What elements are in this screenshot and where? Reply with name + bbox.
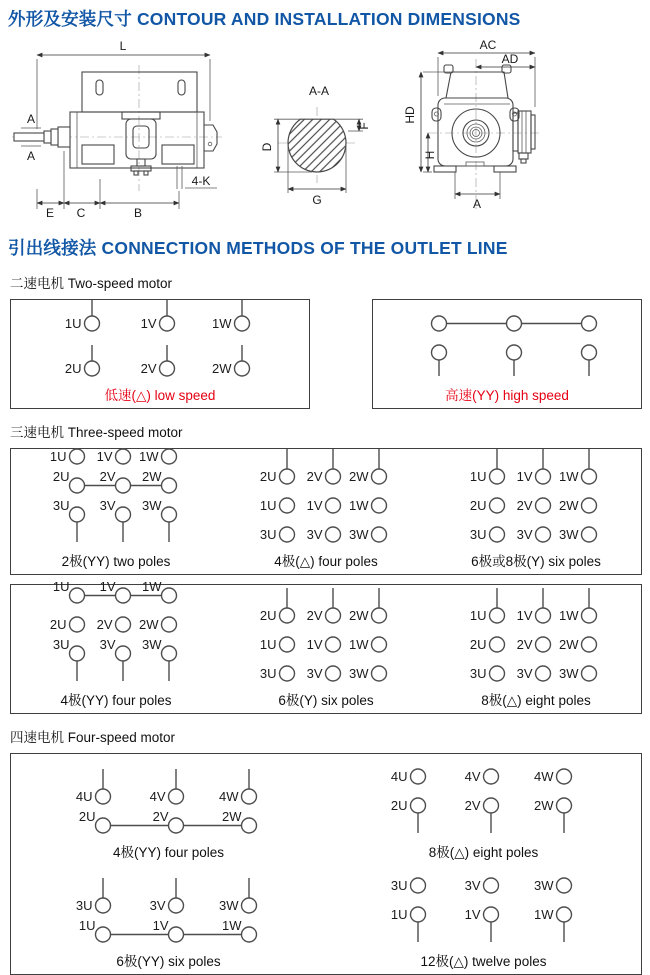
terminal-diagram-svg [49,579,183,686]
diagram-caption: 2极(YY) two poles [61,554,171,569]
diagram-caption: 6极(YY) six poles [116,954,221,969]
terminal-label: 3W [559,527,579,542]
terminal-label: 4U [390,769,408,784]
terminal-diagram [64,297,256,404]
connections-title: 引出线接法 CONNECTION METHODS OF THE OUTLET LINE [8,238,508,258]
dimension-drawings [0,39,650,221]
terminal-label: 3U [53,637,70,652]
terminal-circle [70,507,85,522]
connection-box-two-speed-1 [372,299,642,409]
terminal-circle [326,666,341,681]
terminal-circle [241,898,256,913]
dim-label-G: G [312,193,322,207]
terminal-label: 2V [152,809,169,824]
terminal-circle [95,927,110,942]
terminal-label: 2V [306,608,323,623]
terminal-label: 2W [533,798,554,813]
terminal-label: 1U [260,498,277,513]
terminal-circle [280,498,295,513]
diagram-caption: 12极(△) twelve poles [420,954,547,969]
terminal-label: 2U [390,798,408,813]
terminal-label: 3U [75,898,93,913]
terminal-label: 4W [218,789,239,804]
terminal-circle [116,478,131,493]
terminal-label: 2V [96,617,113,632]
terminal-circle [280,666,295,681]
dim-label-L: L [119,39,127,53]
terminal-circle [536,498,551,513]
terminal-label: 2W [221,809,242,824]
terminal-circle [168,927,183,942]
terminal-label: 3U [260,666,277,681]
terminal-circle [432,316,447,331]
terminal-circle [490,608,505,623]
motor-end-view-drawing [403,38,554,216]
terminal-diagram-svg [64,297,256,381]
terminal-diagram [49,579,183,709]
terminal-label: 2V [464,798,481,813]
terminal-diagram [259,446,393,570]
dim-label-B: B [133,206,143,220]
connection-box-two-speed-0 [10,299,310,409]
motor-type-label-three-speed: 三速电机 Three-speed motor [10,425,183,440]
terminal-diagram [411,313,603,404]
terminal-circle [280,608,295,623]
terminal-circle [116,588,131,603]
terminal-circle [582,469,597,484]
terminal-circle [280,469,295,484]
terminal-circle [432,345,447,360]
terminal-diagram [390,766,578,861]
terminal-label: 1U [390,907,408,922]
terminal-label: 2W [139,617,159,632]
terminal-circle [326,498,341,513]
terminal-circle [507,345,522,360]
terminal-label: 1V [516,469,533,484]
terminal-label: 3U [470,527,487,542]
terminal-label: 3W [349,666,369,681]
dim-label-A-top: A [26,112,36,126]
diagram-caption: 6极(Y) six poles [278,693,374,708]
terminal-circle [85,316,100,331]
terminal-label: 3V [516,527,533,542]
terminal-circle [162,617,177,632]
terminal-label: 2W [559,498,579,513]
connection-box-three-speed-1 [10,579,642,714]
terminal-circle [95,898,110,913]
terminal-circle [490,666,505,681]
dim-label-F: F [357,122,371,130]
terminal-diagram [75,875,263,970]
terminal-circle [116,617,131,632]
terminal-label: 1W [142,579,162,594]
terminal-circle [235,361,250,376]
terminal-label: 1V [99,579,116,594]
terminal-circle [162,449,177,464]
terminal-circle [372,498,387,513]
terminal-label: 3W [218,898,239,913]
terminal-diagram [469,446,603,570]
dim-label-AD: AD [501,52,519,66]
terminal-circle [168,818,183,833]
terminal-circle [372,527,387,542]
terminal-label: 2U [260,469,277,484]
diagram-caption: 6极或8极(Y) six poles [471,554,601,569]
terminal-circle [490,469,505,484]
terminal-circle [372,637,387,652]
terminal-circle [162,478,177,493]
terminal-circle [582,666,597,681]
terminal-label: 1W [349,498,369,513]
terminal-circle [95,818,110,833]
terminal-label: 3V [149,898,166,913]
terminal-diagram-svg [49,446,183,547]
terminal-circle [483,798,498,813]
terminal-circle [162,588,177,603]
diagram-caption: 高速(YY) high speed [445,388,569,403]
terminal-circle [410,878,425,893]
dim-label-4K: 4-K [191,174,211,188]
terminal-circle [235,316,250,331]
terminal-circle [70,478,85,493]
terminal-label: 3W [533,878,554,893]
terminal-circle [536,608,551,623]
terminal-circle [372,608,387,623]
diagram-caption: 4极(△) four poles [274,554,378,569]
terminal-circle [168,789,183,804]
terminal-circle [410,907,425,922]
terminal-label: 1V [152,918,169,933]
terminal-circle [116,646,131,661]
terminal-label: 4U [75,789,93,804]
terminal-circle [483,878,498,893]
terminal-circle [280,527,295,542]
terminal-circle [85,361,100,376]
terminal-label: 1U [260,637,277,652]
terminal-diagram [469,585,603,709]
terminal-diagram-svg [259,446,393,547]
terminal-diagram-svg [411,313,603,381]
terminal-diagram-svg [259,585,393,686]
motor-side-view-drawing [10,39,250,219]
terminal-circle [372,469,387,484]
terminal-circle [160,361,175,376]
terminal-label: 1W [349,637,369,652]
terminal-diagram-svg [469,585,603,686]
terminal-label: 2W [212,361,232,376]
diagram-caption: 低速(△) low speed [104,388,216,403]
terminal-label: 1W [533,907,554,922]
terminal-label: 1V [96,449,113,464]
terminal-label: 3U [53,498,70,513]
dim-label-H: H [423,150,437,160]
terminal-circle [162,507,177,522]
terminal-label: 1V [516,608,533,623]
motor-type-label-four-speed: 四速电机 Four-speed motor [10,730,176,745]
terminal-circle [582,345,597,360]
terminal-circle [372,666,387,681]
diagram-caption: 4极(YY) four poles [112,845,225,860]
terminal-label: 2U [78,809,96,824]
terminal-circle [490,637,505,652]
terminal-circle [556,907,571,922]
terminal-label: 3U [260,527,277,542]
terminal-circle [70,617,85,632]
terminal-diagram [49,446,183,570]
terminal-label: 1U [78,918,96,933]
dim-label-HD: HD [403,106,417,124]
terminal-diagram [259,585,393,709]
terminal-circle [536,666,551,681]
terminal-label: 3W [559,666,579,681]
page-title: 外形及安装尺寸 CONTOUR AND INSTALLATION DIMENSIONS [8,9,521,29]
connection-sections [0,272,650,975]
terminal-circle [556,769,571,784]
terminal-label: 4V [464,769,481,784]
terminal-label: 4W [533,769,554,784]
terminal-label: 2V [140,361,157,376]
terminal-diagram-svg [75,766,263,838]
terminal-circle [95,789,110,804]
terminal-label: 3U [390,878,408,893]
diagram-caption: 8极(△) eight poles [481,693,591,708]
terminal-circle [280,637,295,652]
dim-label-C: C [76,206,86,220]
terminal-label: 2V [516,498,533,513]
terminal-circle [116,507,131,522]
diagram-caption: 8极(△) eight poles [428,845,539,860]
connection-box-three-speed-0 [10,448,642,575]
terminal-label: 1V [306,498,323,513]
terminal-circle [410,769,425,784]
terminal-label: 2V [516,637,533,652]
terminal-label: 3V [516,666,533,681]
section-title-AA: A-A [308,84,330,98]
dim-label-D: D [260,142,274,152]
terminal-label: 2U [470,637,487,652]
terminal-label: 2W [349,469,369,484]
terminal-label: 2W [142,469,162,484]
terminal-label: 2W [559,637,579,652]
terminal-label: 1W [559,469,579,484]
terminal-circle [168,898,183,913]
box-row-two-speed [10,299,642,409]
terminal-label: 3V [99,498,116,513]
motor-type-label-two-speed: 二速电机 Two-speed motor [10,276,173,291]
terminal-circle [556,798,571,813]
terminal-label: 3V [464,878,481,893]
terminal-circle [582,527,597,542]
terminal-circle [326,637,341,652]
terminal-circle [507,316,522,331]
terminal-label: 3W [142,637,162,652]
diagram-caption: 4极(YY) four poles [60,693,172,708]
terminal-label: 2U [53,469,70,484]
terminal-label: 2U [470,498,487,513]
terminal-circle [410,798,425,813]
terminal-circle [70,449,85,464]
terminal-circle [490,527,505,542]
terminal-circle [582,498,597,513]
terminal-label: 3V [306,527,323,542]
terminal-label: 1U [65,316,82,331]
terminal-label: 3W [349,527,369,542]
terminal-diagram [390,875,578,970]
terminal-label: 1V [306,637,323,652]
terminal-label: 3W [142,498,162,513]
terminal-label: 1U [50,449,67,464]
dim-label-A-end: A [472,197,482,211]
terminal-label: 2V [99,469,116,484]
terminal-label: 1W [221,918,242,933]
terminal-circle [70,588,85,603]
terminal-circle [241,789,256,804]
terminal-circle [326,608,341,623]
terminal-circle [536,637,551,652]
terminal-diagram-svg [390,875,578,947]
terminal-label: 2U [260,608,277,623]
terminal-circle [241,818,256,833]
terminal-circle [326,527,341,542]
terminal-label: 1U [53,579,70,594]
terminal-diagram-svg [75,875,263,947]
terminal-diagram-svg [390,766,578,838]
terminal-label: 2W [349,608,369,623]
terminal-circle [483,907,498,922]
terminal-label: 1U [470,469,487,484]
terminal-label: 1V [464,907,481,922]
terminal-circle [536,527,551,542]
dim-label-AC: AC [479,38,497,52]
terminal-label: 2V [306,469,323,484]
terminal-circle [116,449,131,464]
terminal-circle [536,469,551,484]
terminal-circle [483,769,498,784]
terminal-label: 1U [470,608,487,623]
dim-label-A-bottom: A [26,149,36,163]
terminal-label: 2U [65,361,82,376]
terminal-circle [582,316,597,331]
terminal-diagram [75,766,263,861]
terminal-circle [556,878,571,893]
terminal-label: 1W [559,608,579,623]
terminal-circle [70,646,85,661]
terminal-label: 3U [470,666,487,681]
dim-label-E: E [45,206,55,220]
terminal-diagram-svg [469,446,603,547]
terminal-label: 4V [149,789,166,804]
terminal-label: 3V [99,637,116,652]
terminal-circle [162,646,177,661]
terminal-label: 1W [212,316,232,331]
terminal-circle [582,608,597,623]
terminal-circle [582,637,597,652]
terminal-circle [490,498,505,513]
shaft-section-drawing [262,81,382,216]
connection-box-four-speed-0 [10,753,642,975]
terminal-circle [160,316,175,331]
terminal-label: 3V [306,666,323,681]
terminal-circle [326,469,341,484]
terminal-label: 1W [139,449,159,464]
terminal-circle [241,927,256,942]
terminal-label: 2U [50,617,67,632]
terminal-label: 1V [140,316,157,331]
